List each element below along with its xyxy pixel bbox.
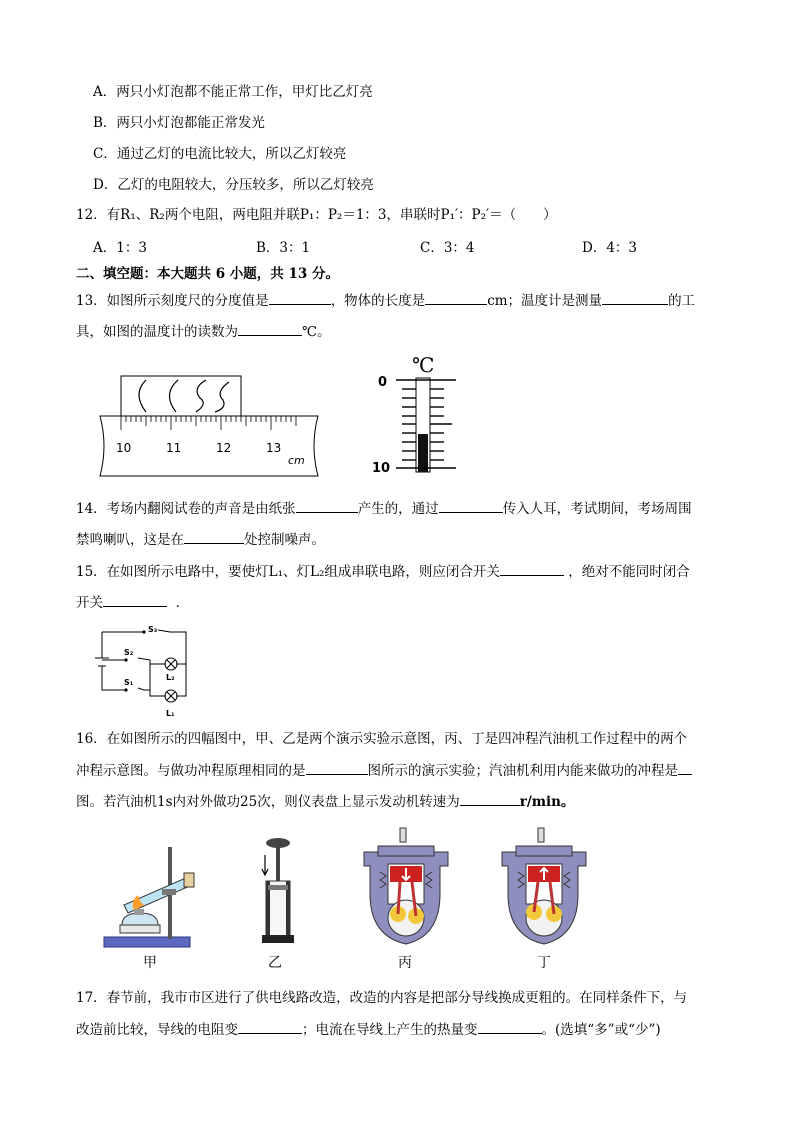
q12-option-a: A．1：3 [93,240,147,256]
label-s1: S₁ [124,678,134,687]
thermo-label-0: 0 [378,375,388,390]
heating-test-tube-figure [100,845,200,951]
circuit-figure [92,624,196,722]
thermometer-figure [372,350,468,476]
q14-line1: 14．考场内翻阅试卷的声音是由纸张 产生的，通过 传入人耳，考试期间，考场周围 [76,498,692,519]
thermo-label-10: 10 [372,461,391,476]
engine-stroke-figure-ding [498,826,590,952]
engine-stroke-figure-bing [360,826,452,952]
caption-ding: 丁 [537,955,551,971]
q16-line1: 16．在如图所示的四幅图中，甲、乙是两个演示实验示意图，丙、丁是四冲程汽油机工作过程中的两个 [76,731,688,747]
q12-option-b: B．3：1 [256,240,311,256]
label-l1: L₁ [166,709,175,718]
q16-line2: 冲程示意图。与做功冲程原理相同的是 图所示的演示实验；汽油机利用内能来做功的冲程是 [76,760,692,781]
q11-option-d: D．乙灯的电阻较大，分压较多，所以乙灯较亮 [93,177,374,193]
q15-line2: 开关 ． [76,592,189,613]
q12-option-d: D．4：3 [582,240,638,256]
q15-line1: 15．在如图所示电路中，要使灯L₁、灯L₂组成串联电路，则应闭合开关 ，绝对不能同时闭合 [76,561,690,582]
caption-jia: 甲 [143,955,157,971]
q13-line2: 具，如图的温度计的读数为 ℃。 [76,321,331,342]
q14-line2: 禁鸣喇叭，这是在 处控制噪声。 [76,529,325,550]
q12-option-c: C．3：4 [420,240,475,256]
q11-option-b: B．两只小灯泡都能正常发光 [93,115,265,131]
ruler-figure [96,372,328,478]
q17-line1: 17．春节前，我市市区进行了供电线路改造，改造的内容是把部分导线换成更粗的。在同样条件下，与 [76,990,688,1006]
label-s2: S₂ [124,648,134,657]
ruler-tick-13: 13 [266,441,282,455]
air-compression-figure [254,835,300,951]
q13-line1: 13．如图所示刻度尺的分度值是 ，物体的长度是 cm；温度计是测量 的工 [76,290,695,311]
q12-stem: 12．有R₁、R₂两个电阻，两电阻并联P₁：P₂＝1：3，串联时P₁′：P₂′＝（ ） [76,207,557,223]
ruler-tick-11: 11 [166,441,182,455]
ruler-tick-12: 12 [216,441,232,455]
thermo-unit: ℃ [412,353,435,377]
caption-bing: 丙 [398,955,412,971]
q11-option-c: C．通过乙灯的电流比较大，所以乙灯较亮 [93,146,347,162]
ruler-unit: cm [288,454,305,467]
ruler-tick-10: 10 [116,441,132,455]
q16-line3: 图。若汽油机1s内对外做功25次，则仪表盘上显示发动机转速为 r/min。 [76,791,574,812]
q11-option-a: A．两只小灯泡都不能正常工作，甲灯比乙灯亮 [93,84,373,100]
label-l2: L₂ [166,673,175,682]
caption-yi: 乙 [268,955,282,971]
q17-line2: 改造前比较，导线的电阻变 ；电流在导线上产生的热量变 。(选填“多”或“少”) [76,1019,661,1040]
label-s3: S₃ [148,625,158,634]
section-heading: 二、填空题：本大题共 6 小题，共 13 分。 [76,266,339,282]
